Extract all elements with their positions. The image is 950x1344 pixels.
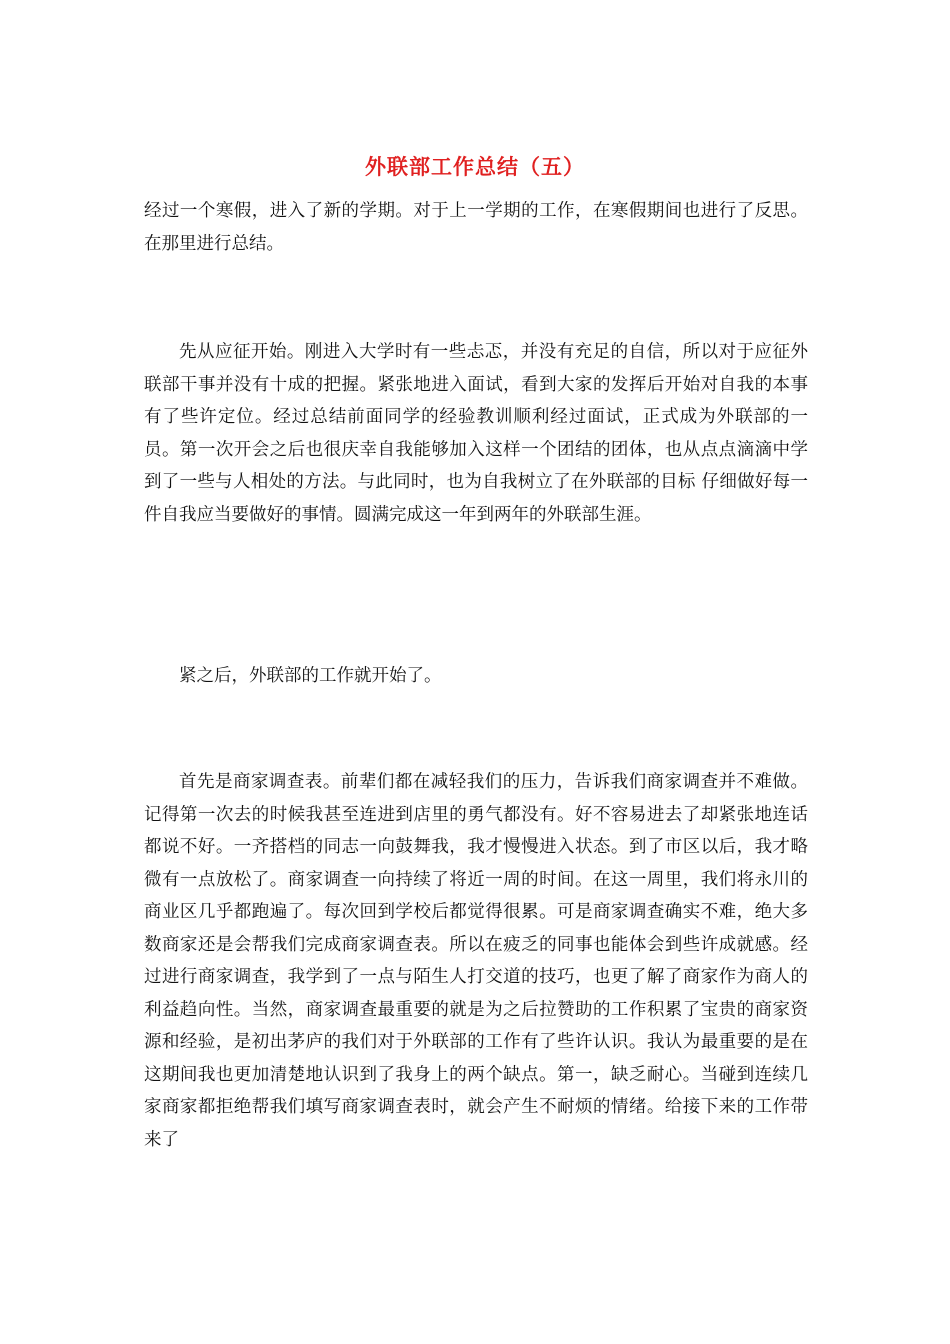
paragraph-merchant-survey: 首先是商家调查表。前辈们都在减轻我们的压力，告诉我们商家调查并不难做。记得第一次去的时候我甚至连进到店里的勇气都没有。好不容易进去了却紧张地连话都说不好。一齐搭档的同志一向鼓舞我，我才慢慢进入状态。到了市区以后，我才略微有一点放松了。商家调查一向持续了将近一周的时间。在这一周里，我们将永川的商业区几乎都跑遍了。每次回到学校后都觉得很累。可是商家调查确实不难，绝大多数商家还是会帮我们完成商家调查表。所以在疲乏的同事也能体会到些许成就感。经过进行商家调查，我学到了一点与陌生人打交道的技巧，也更了解了商家作为商人的利益趋向性。当然，商家调查最重要的就是为之后拉赞助的工作积累了宝贵的商家资源和经验，是初出茅庐的我们对于外联部的工作有了些许认识。我认为最重要的是在这期间我也更加清楚地认识到了我身上的两个缺点。第一，缺乏耐心。当碰到连续几家商家都拒绝帮我们填写商家调查表时，就会产生不耐烦的情绪。给接下来的工作带来了 <box>144 772 808 1150</box>
document-title: 外联部工作总结（五） <box>365 154 585 179</box>
paragraph-recruitment: 先从应征开始。刚进入大学时有一些忐忑，并没有充足的自信，所以对于应征外联部干事并没有十成的把握。紧张地进入面试，看到大家的发挥后开始对自我的本事有了些许定位。经过总结前面同学的经验教训顺利经过面试，正式成为外联部的一员。第一次开会之后也很庆幸自我能够加入这样一个团结的团体，也从点点滴滴中学到了一些与人相处的方法。与此同时，也为自我树立了在外联部的目标 仔细做好每一件自我应当要做好的事情。圆满完成这一年到两年的外联部生涯。 <box>144 342 808 525</box>
paragraph-work-start: 紧之后，外联部的工作就开始了。 <box>179 666 442 686</box>
paragraph-intro: 经过一个寒假，进入了新的学期。对于上一学期的工作，在寒假期间也进行了反思。在那里进行总结。 <box>144 201 808 254</box>
